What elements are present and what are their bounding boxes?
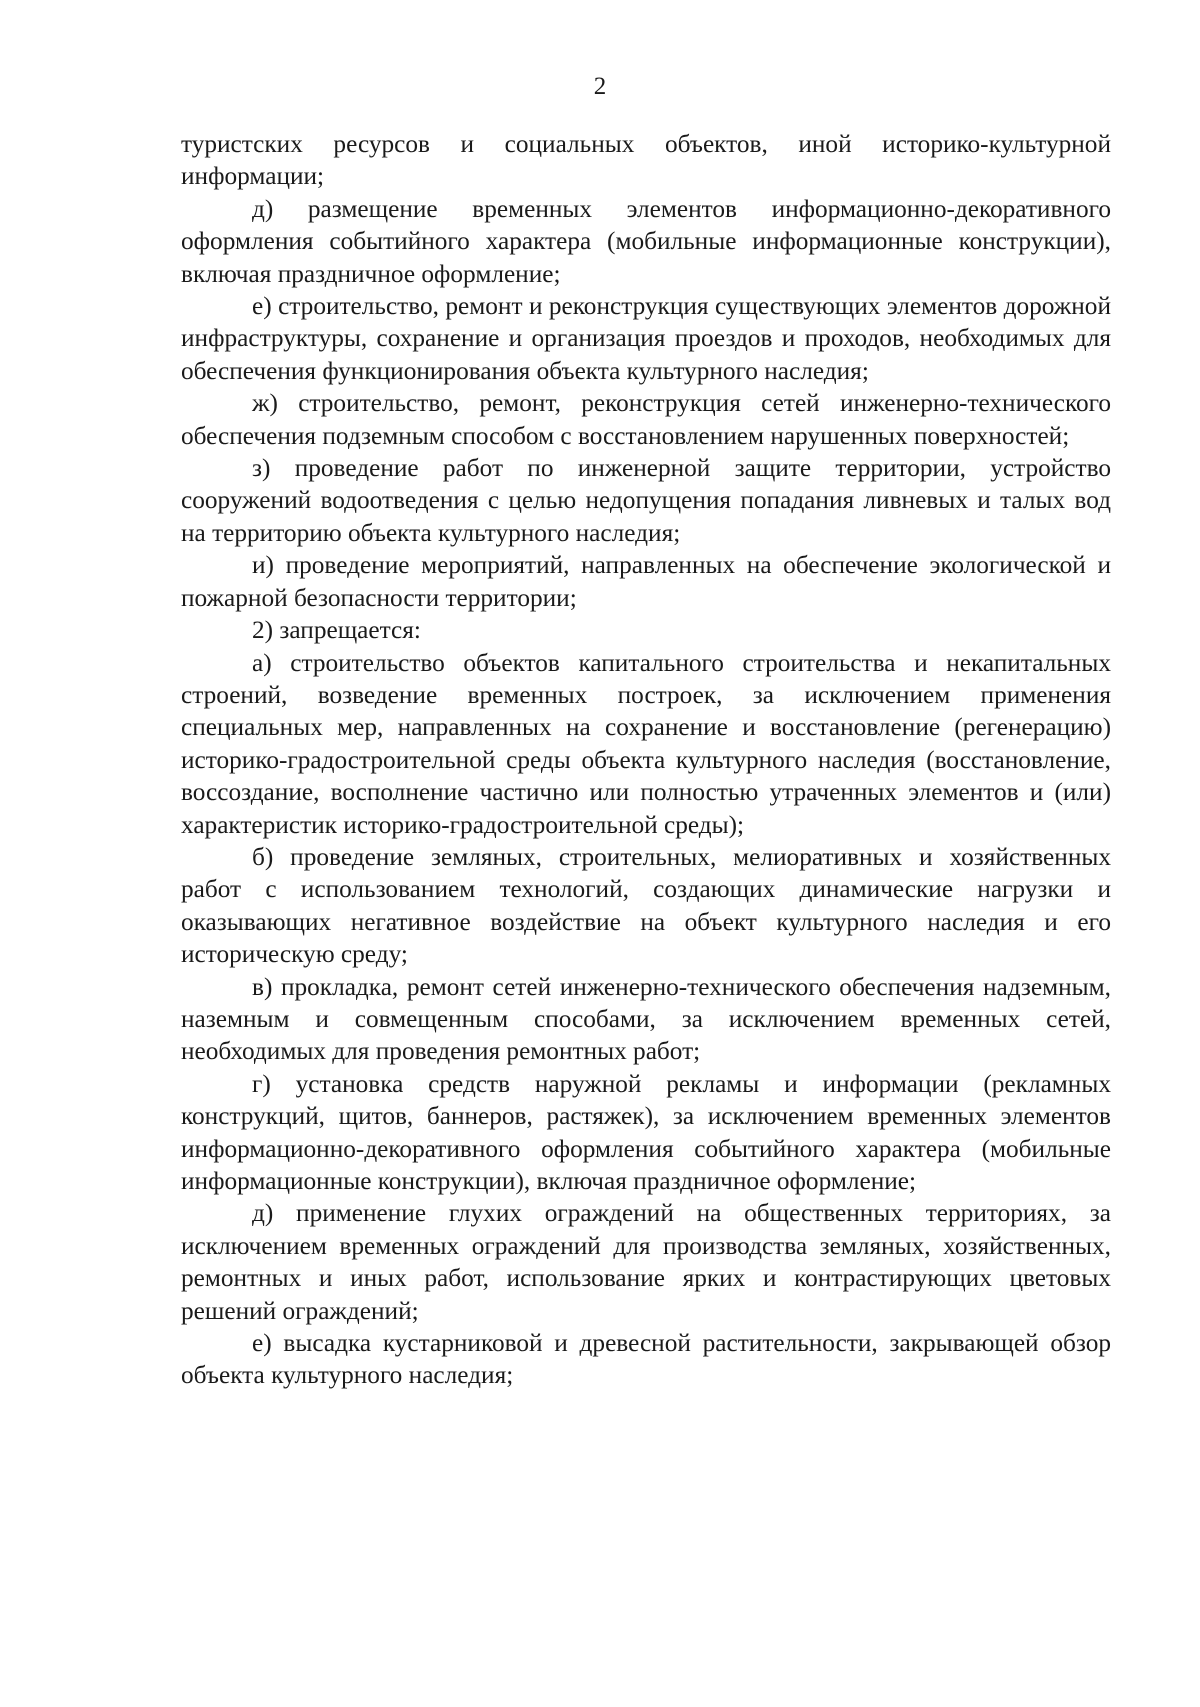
paragraph: в) прокладка, ремонт сетей инженерно-технического обеспечения надземным, наземным и совмещенным способами, за исключением временных сетей, необходимых для проведения ремонтных работ; [181, 972, 1111, 1066]
paragraph: д) применение глухих ограждений на общественных территориях, за исключением временных ограждений для производства земляных, хозяйственных, ремонтных и иных работ, использование ярких и контрастирующих цветовых решений ограждений; [181, 1199, 1111, 1325]
paragraph: а) строительство объектов капитального строительства и некапитальных строений, возведение временных построек, за исключением применения специальных мер, направленных на сохранение и восстановление (регенерацию) историко-градостроительной среды объекта культурного наследия (восстановление, воссоздание, восполнение частично или полностью утраченных элементов и (или) характеристик историко-градостроительной среды); [181, 648, 1111, 839]
paragraph: г) установка средств наружной рекламы и информации (рекламных конструкций, щитов, баннеров, растяжек), за исключением временных элементов информационно-декоративного оформления событийного характера (мобильные информационные конструкции), включая праздничное оформление; [181, 1069, 1111, 1195]
page-number: 2 [593, 73, 607, 100]
paragraph: з) проведение работ по инженерной защите территории, устройство сооружений водоотведения с целью недопущения попадания ливневых и талых вод на территорию объекта культурного наследия; [181, 454, 1111, 547]
paragraph: туристских ресурсов и социальных объектов, иной историко-культурной информации; [181, 130, 1111, 191]
paragraph: и) проведение мероприятий, направленных на обеспечение экологической и пожарной безопасности территории; [181, 551, 1111, 612]
paragraph: 2) запрещается: [252, 616, 421, 645]
paragraph: б) проведение земляных, строительных, мелиоративных и хозяйственных работ с использованием технологий, создающих динамические нагрузки и оказывающих негативное воздействие на объект культурного наследия и его историческую среду; [181, 842, 1111, 969]
paragraph: д) размещение временных элементов информационно-декоративного оформления событийного характера (мобильные информационные конструкции), включая праздничное оформление; [181, 194, 1111, 288]
paragraph: е) строительство, ремонт и реконструкция существующих элементов дорожной инфраструктуры, сохранение и организация проездов и проходов, необходимых для обеспечения функционирования объекта культурного наследия; [181, 292, 1111, 385]
paragraph: ж) строительство, ремонт, реконструкция сетей инженерно-технического обеспечения подземным способом с восстановлением нарушенных поверхностей; [181, 389, 1111, 450]
document-body [181, 128, 1111, 1392]
paragraph: е) высадка кустарниковой и древесной растительности, закрывающей обзор объекта культурного наследия; [181, 1329, 1111, 1390]
